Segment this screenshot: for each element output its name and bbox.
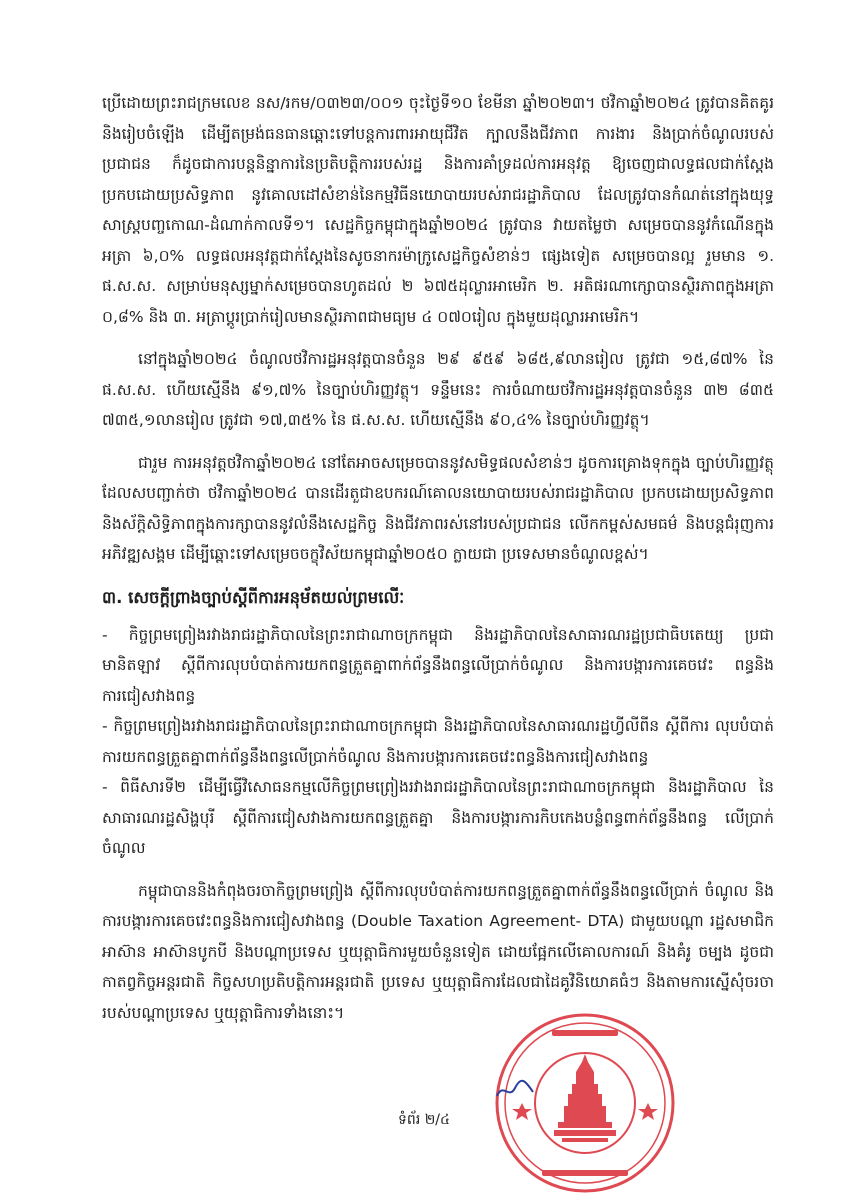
bullet-item-laos: - កិច្ចព្រមព្រៀងរវាងរាជរដ្ឋាភិបាលនៃព្រះរាជាណាចក្រកម្ពុជា និងរដ្ឋាភិបាលនៃសាធារណរដ្ឋប្រជាធិបតេយ្យ ប្រជាមានិតឡាវ ស្តីពីការលុបបំបាត់ការយកពន្ធត្រួតគ្នាពាក់ព័ន្ធនឹងពន្ធលើប្រាក់ចំណូល និងការបង្ការការគេចវេះ ពន្ធនិងការជៀសវាងពន្ធ (102, 625, 774, 705)
page-number: ទំព័រ ២/៤ (398, 1112, 450, 1128)
section-heading: ៣. សេចក្តីព្រាងច្បាប់ស្តីពីការអនុម័តយល់ព្រមលើៈ (102, 587, 405, 607)
paragraph-overall-achievement: ជារួម ការអនុវត្តថវិកាឆ្នាំ២០២៤ នៅតែអាចសម្រេចបាននូវសមិទ្ធផលសំខាន់ៗ ដូចការគ្រោងទុកក្នុង ច្បាប់ហិរញ្ញវត្ថុ ដែលសបញ្ជាក់ថា ថវិកាឆ្នាំ២០២៤ បានដើរតួជាឧបករណ៍គោលនយោបាយរបស់រាជរដ្ឋាភិបាល ប្រកបដោយប្រសិទ្ធភាព និងស័ក្តិសិទ្ធិភាពក្នុងការក្សាបាននូវលំនឹងសេដ្ឋកិច្ច និងជីវភាពរស់នៅរបស់ប្រជាជន លើកកម្ពស់សមធម៌ និងបន្តជំរុញការអភិវឌ្ឍសង្គម ដើម្បីឆ្ពោះទៅសម្រេចចក្ខុវិស័យកម្ពុជាឆ្នាំ២០៥០ ក្លាយជា ប្រទេសមានចំណូលខ្ពស់។ (102, 453, 774, 563)
paragraph-budget-overview: ប្រើដោយព្រះរាជក្រមលេខ នស/រកម/០៣២៣/០០១ ចុះថ្ងៃទី១០ ខែមីនា ឆ្នាំ២០២៣។ ថវិកាឆ្នាំ២០២៤ ត្រូវបានគិតគូរនិងរៀបចំឡើង ដើម្បីតម្រង់ធនធានឆ្ពោះទៅបន្តការពារអាយុជីវិត ក្បាលនឹងជីវភាព ការងារ និងប្រាក់ចំណូលរបស់ប្រជាជន ក៏ដូចជាការបន្តនិន្នាការនៃប្រតិបត្តិការរបស់រដ្ឋ និងការគាំទ្រដល់ការអនុវត្ត ឱ្យចេញជាលទ្ធផលជាក់ស្តែងប្រកបដោយប្រសិទ្ធភាព នូវគោលដៅសំខាន់នៃកម្មវិធីនយោបាយរបស់រាជរដ្ឋាភិបាល ដែលត្រូវបានកំណត់នៅក្នុងយុទ្ធសាស្ត្របញ្ចកោណ-ដំណាក់កាលទី១។ សេដ្ឋកិច្ចកម្ពុជាក្នុងឆ្នាំ២០២៤ ត្រូវបាន វាយតម្លៃថា សម្រេចបាននូវកំណើនក្នុងអត្រា ៦,០% លទ្ធផលអនុវត្តជាក់ស្តែងនៃសូចនាករម៉ាក្រូសេដ្ឋកិច្ចសំខាន់ៗ ផ្សេងទៀត សម្រេចបានល្អ រួមមាន ១. ផ.ស.ស. សម្រាប់មនុស្សម្នាក់សម្រេចបានហូតដល់ ២ ៦៧៥ដុល្លារអាមេរិក ២. អតិផរណាក្សោបានស្ថិរភាពក្នុងអត្រា ០,៨% និង ៣. អត្រាប្តូរប្រាក់រៀលមានស្ថិរភាពជាមធ្យម ៤ ០៧០រៀល ក្នុងមួយដុល្លារអាមេរិក។ (102, 94, 774, 326)
paragraph-revenue-expenditure: នៅក្នុងឆ្នាំ២០២៤ ចំណូលថវិការដ្ឋអនុវត្តបានចំនួន ២៩ ៩៥៩ ៦៨៥,៩លានរៀល ត្រូវជា ១៥,៨៧% នៃ ផ.ស.ស. ហើយស្មើនឹង ៩១,៧% នៃច្បាប់ហិរញ្ញវត្ថុ។ ទន្ទឹមនេះ ការចំណាយថវិការដ្ឋអនុវត្តបានចំនួន ៣២ ៨៣៥ ៧៣៥,១លានរៀល ត្រូវជា ១៧,៣៥% នៃ ផ.ស.ស. ហើយស្មើនឹង ៩០,៤% នៃច្បាប់ហិរញ្ញវត្ថុ។ (102, 350, 774, 429)
signature-mark (495, 1078, 535, 1102)
bullet-item-singapore: - ពិធីសារទី២ ដើម្បីធ្វើវិសោធនកម្មលើកិច្ចព្រមព្រៀងរវាងរាជរដ្ឋាភិបាលនៃព្រះរាជាណាចក្រកម្ពុជា និងរដ្ឋាភិបាល នៃសាធារណរដ្ឋសិង្ហបុរី ស្តីពីការជៀសវាងការយកពន្ធត្រួតគ្នា និងការបង្ការការកិបកេងបន្លំពន្ធពាក់ព័ន្ធនឹងពន្ធ លើប្រាក់ចំណូល (102, 778, 774, 857)
seal-stamp-icon (492, 1010, 678, 1196)
document-body (102, 88, 774, 1040)
bullet-item-philippines: - កិច្ចព្រមព្រៀងរវាងរាជរដ្ឋាភិបាលនៃព្រះរាជាណាចក្រកម្ពុជា និងរដ្ឋាភិបាលនៃសាធារណរដ្ឋហ្វីលីពីន ស្តីពីការ លុបបំបាត់ការយកពន្ធត្រួតគ្នាពាក់ព័ន្ធនឹងពន្ធលើប្រាក់ចំណូល និងការបង្ការការគេចវេះពន្ធនិងការជៀសវាងពន្ធ (102, 717, 774, 766)
paragraph-dta-negotiations: កម្ពុជាបាននិងកំពុងចរចាកិច្ចព្រមព្រៀង ស្តីពីការលុបបំបាត់ការយកពន្ធត្រួតគ្នាពាក់ព័ន្ធនឹងពន្ធលើប្រាក់ ចំណូល និងការបង្ការការគេចវេះពន្ធនិងការជៀសវាងពន្ធ (Double Taxation Agreement- DTA) ជាមួយបណ្តា រដ្ឋសមាជិកអាស៊ាន អាស៊ានបូកបី និងបណ្តាប្រទេស ឬយុត្តាធិការមួយចំនួនទៀត ដោយផ្អែកលើគោលការណ៍ និងគំរូ ចម្បង ដូចជាកាតព្វកិច្ចអន្តរជាតិ កិច្ចសហប្រតិបត្តិការអន្តរជាតិ ប្រទេស ឬយុត្តាធិការដែលជាដៃគូវិនិយោគធំៗ និងតាមការស្នើសុំចរចារបស់បណ្តាប្រទេស ឬយុត្តាធិការទាំងនោះ។ (102, 881, 774, 1022)
